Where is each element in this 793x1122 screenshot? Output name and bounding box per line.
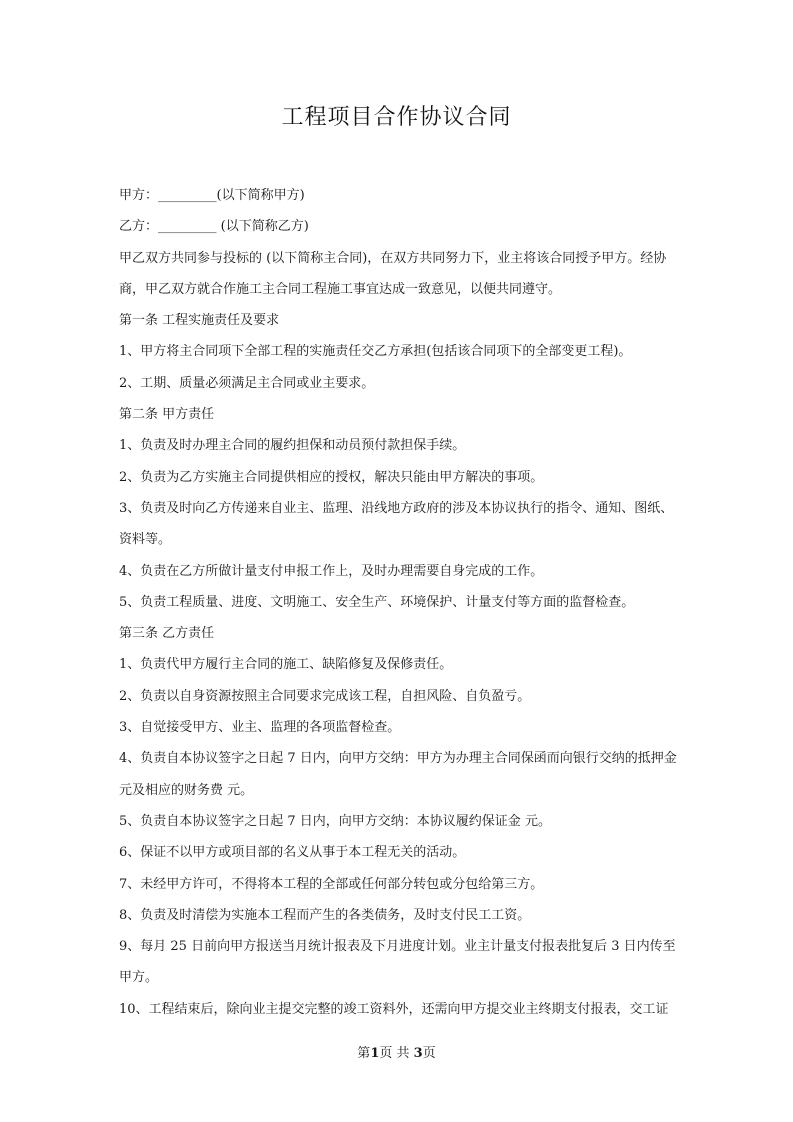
article-1-clause-2: 2、工期、质量必须满足主合同或业主要求。 xyxy=(119,375,375,391)
article-2-clause-3: 3、负责及时向乙方传递来自业主、监理、沿线地方政府的涉及本协议执行的指令、通知、图纸、资料等。 xyxy=(119,500,674,548)
article-3-clause-8: 8、负责及时清偿为实施本工程而产生的各类债务，及时支付民工工资。 xyxy=(119,907,531,923)
article-1-clause-1: 1、甲方将主合同项下全部工程的实施责任交乙方承担(包括该合同项下的全部变更工程)。 xyxy=(119,344,632,360)
article-3-heading: 第三条 乙方责任 xyxy=(119,626,215,642)
article-3-clause-7: 7、未经甲方许可，不得将本工程的全部或任何部分转包或分包给第三方。 xyxy=(119,876,544,892)
article-3-clause-1: 1、负责代甲方履行主合同的施工、缺陷修复及保修责任。 xyxy=(119,657,453,673)
article-3-clause-2: 2、负责以自身资源按照主合同要求完成该工程，自担风险、自负盈亏。 xyxy=(119,688,531,704)
document-body xyxy=(119,180,679,1025)
page-footer xyxy=(0,1042,793,1061)
article-1-heading: 第一条 工程实施责任及要求 xyxy=(119,313,280,329)
party-b-line: 乙方：_________ (以下简称乙方) xyxy=(119,219,309,235)
footer-total-pages: 3 xyxy=(413,1046,423,1061)
article-3-clause-3: 3、自觉接受甲方、业主、监理的各项监督检查。 xyxy=(119,720,401,736)
article-2-clause-5: 5、负责工程质量、进度、文明施工、安全生产、环境保护、计量支付等方面的监督检查。 xyxy=(119,594,635,610)
party-a-line: 甲方：_________(以下简称甲方) xyxy=(119,188,305,203)
document-title: 工程项目合作协议合同 xyxy=(281,105,512,130)
article-2-heading: 第二条 甲方责任 xyxy=(119,407,215,423)
article-3-clause-4: 4、负责自本协议签字之日起 7 日内，向甲方交纳：甲方为办理主合同保函而向银行交纳的抵押金 元及相应的财务费 元。 xyxy=(119,751,677,798)
footer-prefix: 第 xyxy=(357,1046,371,1061)
article-3-clause-9: 9、每月 25 日前向甲方报送当月统计报表及下月进度计划。业主计量支付报表批复后 3 日内传至甲方。 xyxy=(119,939,676,986)
article-3-clause-6: 6、保证不以甲方或项目部的名义从事于本工程无关的活动。 xyxy=(119,845,466,861)
article-2-clause-1: 1、负责及时办理主合同的履约担保和动员预付款担保手续。 xyxy=(119,438,466,454)
preamble-paragraph: 甲乙双方共同参与投标的 (以下简称主合同)，在双方共同努力下，业主将该合同授予甲方。经协商，甲乙双方就合作施工主合同工程施工事宜达成一致意见，以便共同遵守。 xyxy=(119,250,667,297)
article-2-clause-4: 4、负责在乙方所做计量支付申报工作上，及时办理需要自身完成的工作。 xyxy=(119,563,544,579)
article-3-clause-10: 10、工程结束后，除向业主提交完整的竣工资料外，还需向甲方提交业主终期支付报表，交工证 xyxy=(119,1001,669,1017)
article-3-clause-5: 5、负责自本协议签字之日起 7 日内，向甲方交纳：本协议履约保证金 元。 xyxy=(119,813,551,829)
footer-middle: 页 共 xyxy=(379,1046,410,1061)
article-2-clause-2: 2、负责为乙方实施主合同提供相应的授权，解决只能由甲方解决的事项。 xyxy=(119,469,544,485)
footer-suffix: 页 xyxy=(422,1046,436,1061)
footer-page-number: 1 xyxy=(370,1046,380,1061)
